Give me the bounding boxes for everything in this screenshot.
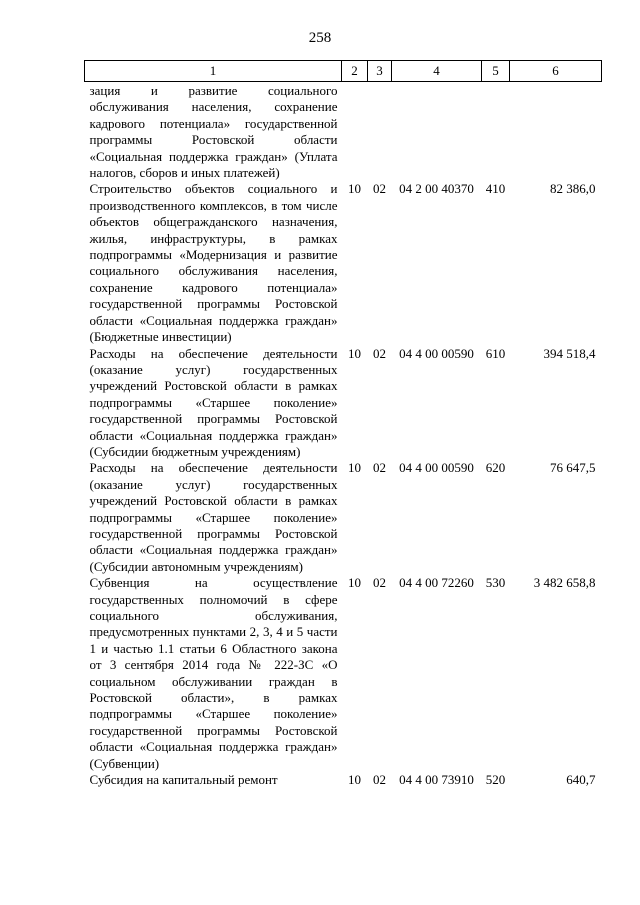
- row-amount: 640,7: [566, 772, 596, 788]
- row-section: 10: [348, 345, 361, 361]
- row-description: Строительство объектов социального и производственного комплексов, в том числе объектов общегражданского назначения, жилья, инфраструктуры, в рамках подпрограммы «Модернизация и развитие социального обслуживания населения, сохранение кадрового потенциала» государственной программы Ростовской области «Социальная поддержка граждан» (Бюджетные инвестиции): [89, 181, 338, 345]
- column-header-3: 3: [368, 61, 392, 82]
- table-header-row: [85, 61, 602, 82]
- budget-table: [84, 60, 602, 796]
- row-subsection: 02: [373, 460, 386, 476]
- row-target-article: 04 2 00 40370: [399, 181, 474, 197]
- column-header-4: 4: [392, 61, 482, 82]
- row-description: зация и развитие социального обслуживания населения, сохранение кадрового потенциала» государственной программы Ростовской области «Социальная поддержка граждан» (Уплата налогов, сборов и иных платежей): [89, 83, 338, 181]
- row-amount: 82 386,0: [550, 181, 596, 197]
- row-amount: 394 518,4: [543, 345, 596, 361]
- row-subsection: 02: [373, 772, 386, 788]
- row-expense-type: 520: [485, 772, 506, 788]
- row-amount: [510, 82, 602, 182]
- row-section: 10: [348, 181, 361, 197]
- row-expense-type: [482, 82, 510, 182]
- row-expense-type: 620: [485, 460, 506, 476]
- row-amount: 76 647,5: [550, 460, 596, 476]
- table-row: [85, 181, 602, 345]
- row-subsection: 02: [373, 345, 386, 361]
- table-row: [85, 460, 602, 575]
- row-expense-type: 410: [485, 181, 506, 197]
- row-description: Субвенция на осуществление государственных полномочий в сфере социального обслуживания, предусмотренных пунктами 2, 3, 4 и 5 части 1 и частью 1.1 статьи 6 Областного закона от 3 сентября 2014 года № 222-ЗС «О социальном обслуживании граждан в Ростовской области», в рамках подпрограммы «Старшее поколение» государственной программы Ростовской области «Социальная поддержка граждан» (Субвенции): [89, 575, 338, 771]
- table-row: [85, 346, 602, 461]
- column-header-2: 2: [342, 61, 368, 82]
- row-target-article: [392, 82, 482, 182]
- row-section: [342, 82, 368, 182]
- table-row: [85, 772, 602, 796]
- row-section: 10: [348, 460, 361, 476]
- table-row: [85, 82, 602, 182]
- row-target-article: 04 4 00 73910: [399, 772, 474, 788]
- row-target-article: 04 4 00 00590: [399, 345, 474, 361]
- row-expense-type: 530: [485, 575, 506, 591]
- row-subsection: 02: [373, 575, 386, 591]
- row-description: Расходы на обеспечение деятельности (оказание услуг) государственных учреждений Ростовской области в рамках подпрограммы «Старшее поколение» государственной программы Ростовской области «Социальная поддержка граждан» (Субсидии автономным учреждениям): [89, 460, 338, 574]
- column-header-5: 5: [482, 61, 510, 82]
- row-subsection: 02: [373, 181, 386, 197]
- row-target-article: 04 4 00 72260: [399, 575, 474, 591]
- row-description: Расходы на обеспечение деятельности (оказание услуг) государственных учреждений Ростовской области в рамках подпрограммы «Старшее поколение» государственной программы Ростовской области «Социальная поддержка граждан» (Субсидии бюджетным учреждениям): [89, 345, 338, 459]
- row-expense-type: 610: [485, 345, 506, 361]
- row-target-article: 04 4 00 00590: [399, 460, 474, 476]
- table-row: [85, 575, 602, 772]
- column-header-6: 6: [510, 61, 602, 82]
- row-section: 10: [348, 575, 361, 591]
- row-subsection: [368, 82, 392, 182]
- row-description: Субсидия на капитальный ремонт: [89, 772, 278, 788]
- page-number: 258: [308, 30, 332, 46]
- row-amount: 3 482 658,8: [533, 575, 596, 591]
- row-section: 10: [348, 772, 361, 788]
- column-header-1: 1: [85, 61, 342, 82]
